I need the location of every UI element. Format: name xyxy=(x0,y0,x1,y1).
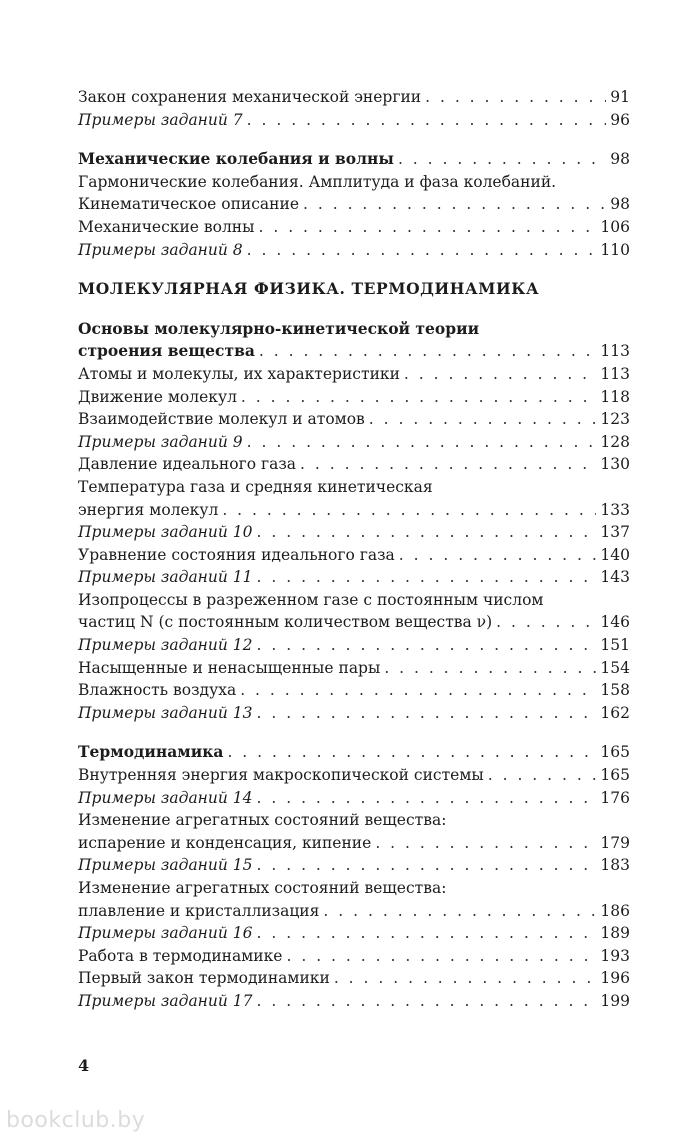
toc-entry xyxy=(78,363,630,386)
dot-leader xyxy=(375,832,596,855)
dot-leader xyxy=(227,741,596,764)
dot-leader xyxy=(334,967,597,990)
dot-leader xyxy=(241,386,596,409)
toc-entry-examples xyxy=(78,109,630,132)
toc-entry-examples xyxy=(78,239,630,262)
toc-entry-page: 162 xyxy=(600,703,630,722)
toc-entry xyxy=(78,386,630,409)
toc-entry-examples xyxy=(78,922,630,945)
toc-entry xyxy=(78,611,630,634)
toc-entry-title: Давление идеального газа xyxy=(78,455,297,474)
toc-entry-title: Насыщенные и ненасыщенные пары xyxy=(78,658,381,677)
toc-entry-page: 113 xyxy=(600,364,630,383)
dot-leader xyxy=(323,900,596,923)
toc-entry-page: 96 xyxy=(610,110,630,129)
dot-leader xyxy=(300,453,596,476)
toc-entry-title: Взаимодействие молекул и атомов xyxy=(78,410,365,429)
toc-entry-page: 146 xyxy=(600,613,630,632)
toc-entry xyxy=(78,216,630,239)
toc-entry-page: 113 xyxy=(600,342,630,361)
toc-entry-title: Изменение агрегатных состояний вещества: xyxy=(78,811,447,830)
toc-entry-continued xyxy=(78,171,630,194)
toc-section-heading xyxy=(78,318,630,341)
dot-leader xyxy=(257,521,597,544)
toc-entry-page: 133 xyxy=(600,500,630,519)
toc-entry xyxy=(78,832,630,855)
toc-entry-title: Примеры заданий 9 xyxy=(78,432,243,451)
dot-leader xyxy=(222,499,596,522)
dot-leader xyxy=(257,990,597,1013)
toc-entry-title: Примеры заданий 13 xyxy=(78,703,253,722)
toc-entry-title: Примеры заданий 17 xyxy=(78,991,253,1010)
toc-entry xyxy=(78,679,630,702)
dot-leader xyxy=(303,193,606,216)
toc-entry-title: строения вещества xyxy=(78,341,255,361)
dot-leader xyxy=(247,239,597,262)
dot-leader xyxy=(247,431,597,454)
toc-entry-continued xyxy=(78,476,630,499)
dot-leader xyxy=(247,109,607,132)
toc-entry-page: 151 xyxy=(600,636,630,655)
dot-leader xyxy=(425,86,606,109)
toc-entry-page: 123 xyxy=(600,410,630,429)
toc-entry-title: Температура газа и средняя кинетическая xyxy=(78,477,433,496)
dot-leader xyxy=(257,854,597,877)
toc-entry-examples xyxy=(78,854,630,877)
toc-entry-page: 186 xyxy=(600,901,630,920)
dot-leader xyxy=(257,702,597,725)
dot-leader xyxy=(384,657,596,680)
dot-leader xyxy=(496,611,596,634)
toc-entry-page: 128 xyxy=(600,432,630,451)
dot-leader xyxy=(404,363,596,386)
toc-entry-continued xyxy=(78,809,630,832)
toc-entry-continued xyxy=(78,589,630,612)
toc-entry-title: Примеры заданий 16 xyxy=(78,924,253,943)
toc-entry-title: Закон сохранения механической энергии xyxy=(78,88,422,106)
dot-leader xyxy=(240,679,596,702)
toc-entry-title: Работа в термодинамике xyxy=(78,946,283,965)
toc-entry-page: 118 xyxy=(600,387,630,406)
toc-entry-page: 165 xyxy=(600,743,630,762)
dot-leader xyxy=(258,216,596,239)
dot-leader xyxy=(257,566,597,589)
dot-leader xyxy=(399,544,597,567)
toc-entry-examples xyxy=(78,990,630,1013)
toc-entry-title: Примеры заданий 14 xyxy=(78,788,253,807)
toc-entry-page: 176 xyxy=(600,788,630,807)
toc-entry xyxy=(78,657,630,680)
toc-entry-title: плавление и кристаллизация xyxy=(78,901,320,920)
toc-entry-title: Примеры заданий 11 xyxy=(78,568,253,587)
toc-section-heading xyxy=(78,741,630,764)
toc-entry-page: 154 xyxy=(600,658,630,677)
toc-entry-page: 165 xyxy=(600,766,630,785)
toc-entry-examples xyxy=(78,787,630,810)
dot-leader xyxy=(257,787,597,810)
dot-leader xyxy=(369,408,597,431)
toc-entry-page: 137 xyxy=(600,523,630,542)
toc-entry-title: Изменение агрегатных состояний вещества: xyxy=(78,879,447,897)
toc-entry-title: Термодинамика xyxy=(78,742,224,762)
toc-entry-page: 193 xyxy=(600,946,630,965)
toc-entry-page: 130 xyxy=(600,455,630,474)
toc-entry-title: Примеры заданий 12 xyxy=(78,636,253,655)
toc-entry-continued xyxy=(78,877,630,900)
toc-entry-page: 196 xyxy=(600,969,630,988)
toc-entry-title: Примеры заданий 15 xyxy=(78,856,253,875)
toc-entry-page: 179 xyxy=(600,833,630,852)
table-of-contents xyxy=(78,86,630,1013)
toc-entry xyxy=(78,408,630,431)
toc-section-heading xyxy=(78,148,630,171)
dot-leader xyxy=(398,148,606,171)
toc-entry-title: Гармонические колебания. Амплитуда и фаза колебаний. xyxy=(78,172,557,191)
toc-entry-page: 106 xyxy=(600,217,630,236)
page-number: 4 xyxy=(78,1056,90,1075)
toc-entry xyxy=(78,967,630,990)
dot-leader xyxy=(257,922,597,945)
toc-entry-title: Изопроцессы в разреженном газе с постоянным числом xyxy=(78,590,544,609)
toc-entry xyxy=(78,900,630,923)
toc-entry-title: Внутренняя энергия макроскопической системы xyxy=(78,766,484,785)
toc-entry-page: 110 xyxy=(600,240,630,259)
toc-entry-title: испарение и конденсация, кипение xyxy=(78,833,372,852)
toc-entry-title: Механические волны xyxy=(78,217,255,236)
toc-entry-examples xyxy=(78,566,630,589)
dot-leader xyxy=(259,340,597,363)
toc-entry-page: 189 xyxy=(600,924,630,943)
toc-entry-title: Основы молекулярно-кинетической теории xyxy=(78,318,480,338)
toc-entry-title: Уравнение состояния идеального газа xyxy=(78,545,395,564)
toc-part-heading: МОЛЕКУЛЯРНАЯ ФИЗИКА. ТЕРМОДИНАМИКА xyxy=(78,279,540,299)
toc-entry xyxy=(78,193,630,216)
toc-entry xyxy=(78,764,630,787)
dot-leader xyxy=(488,764,597,787)
toc-entry-examples xyxy=(78,431,630,454)
toc-entry-page: 91 xyxy=(610,88,630,106)
toc-entry-title: Механические колебания и волны xyxy=(78,149,394,169)
toc-entry-page: 143 xyxy=(600,568,630,587)
toc-entry xyxy=(78,499,630,522)
watermark-text: bookclub.by xyxy=(6,1108,146,1133)
toc-entry-examples xyxy=(78,702,630,725)
toc-entry-page: 140 xyxy=(600,545,630,564)
toc-entry xyxy=(78,453,630,476)
toc-entry-page: 199 xyxy=(600,991,630,1010)
toc-entry-title: энергия молекул xyxy=(78,500,219,519)
toc-entry-page: 183 xyxy=(600,856,630,875)
toc-entry xyxy=(78,945,630,968)
dot-leader xyxy=(257,634,597,657)
toc-entry-title: Атомы и молекулы, их характеристики xyxy=(78,364,400,383)
toc-entry-page: 98 xyxy=(610,195,630,214)
toc-entry xyxy=(78,86,630,109)
toc-entry-examples xyxy=(78,521,630,544)
toc-entry-title: Примеры заданий 10 xyxy=(78,523,253,542)
toc-entry-title: Влажность воздуха xyxy=(78,681,237,700)
toc-entry-page: 158 xyxy=(600,681,630,700)
toc-entry-title: Примеры заданий 8 xyxy=(78,240,243,259)
toc-entry-page: 98 xyxy=(610,150,630,169)
toc-entry-title: Примеры заданий 7 xyxy=(78,110,243,129)
dot-leader xyxy=(286,945,596,968)
toc-entry xyxy=(78,544,630,567)
toc-entry-title: Первый закон термодинамики xyxy=(78,969,330,988)
toc-entry-examples xyxy=(78,634,630,657)
toc-entry-title: Движение молекул xyxy=(78,387,237,406)
toc-section-heading xyxy=(78,340,630,363)
toc-entry-title: частиц N (с постоянным количеством вещества ν) xyxy=(78,613,493,632)
toc-entry-title: Кинематическое описание xyxy=(78,195,300,214)
